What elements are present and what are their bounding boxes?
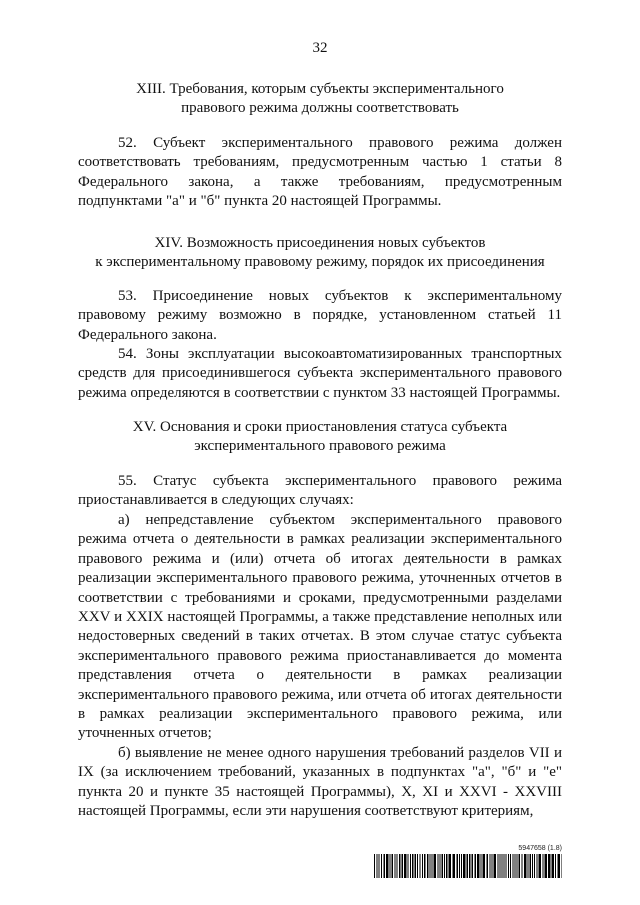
paragraph-text: 55. Статус субъекта экспериментального правового режима приостанавливается в следующих случаях: — [78, 473, 562, 509]
paragraph-text: б) выявление не менее одного нарушения требований разделов VII и IX (за исключением требований, указанных в подпунктах "а", "б" и "е" пункта 20 и пункте 35 настоящей Программы), X, XI и XXVI - XXVIII настоящей Программы, если эти нарушения соответствуют критериям, — [78, 745, 562, 820]
heading-line: XIV. Возможность присоединения новых субъектов — [154, 235, 486, 251]
paragraph-55 — [78, 472, 562, 511]
section-xiii-heading — [78, 80, 562, 118]
paragraph-55a — [78, 511, 562, 744]
heading-line: экспериментального правового режима — [194, 438, 446, 454]
heading-line: XIII. Требования, которым субъекты экспериментального — [136, 81, 504, 97]
heading-line: XV. Основания и сроки приостановления статуса субъекта — [132, 419, 508, 435]
paragraph-text: 53. Присоединение новых субъектов к экспериментальному правовому режиму возможно в порядке, установленном статьей 11 Федерального закона. — [78, 288, 562, 343]
barcode-icon — [374, 854, 562, 878]
paragraph-55b — [78, 744, 562, 822]
page-number: 32 — [312, 40, 328, 56]
section-xiv-heading — [78, 234, 562, 272]
barcode-block — [374, 845, 562, 879]
paragraph-52 — [78, 134, 562, 212]
paragraph-54 — [78, 345, 562, 403]
section-xv-heading — [78, 418, 562, 456]
paragraph-text: а) непредставление субъектом экспериментального правового режима отчета о деятельности в рамках реализации экспериментального правового режима и (или) отчета об итогах деятельности в рамках реализации экспериментального правового режима, уточненных отчетов в соответствии с требованиями и сроками, предусмотренными разделами XXV и XXIX настоящей Программы, а также представление неполных или недостоверных сведений в таких отчетах. В этом случае статус субъекта экспериментального правового режима приостанавливается до момента представления отчета о деятельности в рамках реализации экспериментального правового режима, или отчета об итогах деятельности в рамках реализации экспериментального правового режима, или уточненных отчетов; — [78, 512, 562, 742]
paragraph-text: 54. Зоны эксплуатации высокоавтоматизированных транспортных средств для присоединившегося субъекта экспериментального правового режима определяются в соответствии с пунктом 33 настоящей Программы. — [78, 346, 562, 401]
barcode-label: 5947658 (1.8) — [518, 845, 562, 852]
heading-line: правового режима должны соответствовать — [181, 100, 459, 116]
paragraph-53 — [78, 287, 562, 345]
paragraph-text: 52. Субъект экспериментального правового режима должен соответствовать требованиям, предусмотренным частью 1 статьи 8 Федерального закона, а также требованиям, предусмотренным подпунктами "а" и "б" пункта 20 настоящей Программы. — [78, 135, 562, 210]
heading-line: к экспериментальному правовому режиму, порядок их присоединения — [95, 254, 545, 270]
